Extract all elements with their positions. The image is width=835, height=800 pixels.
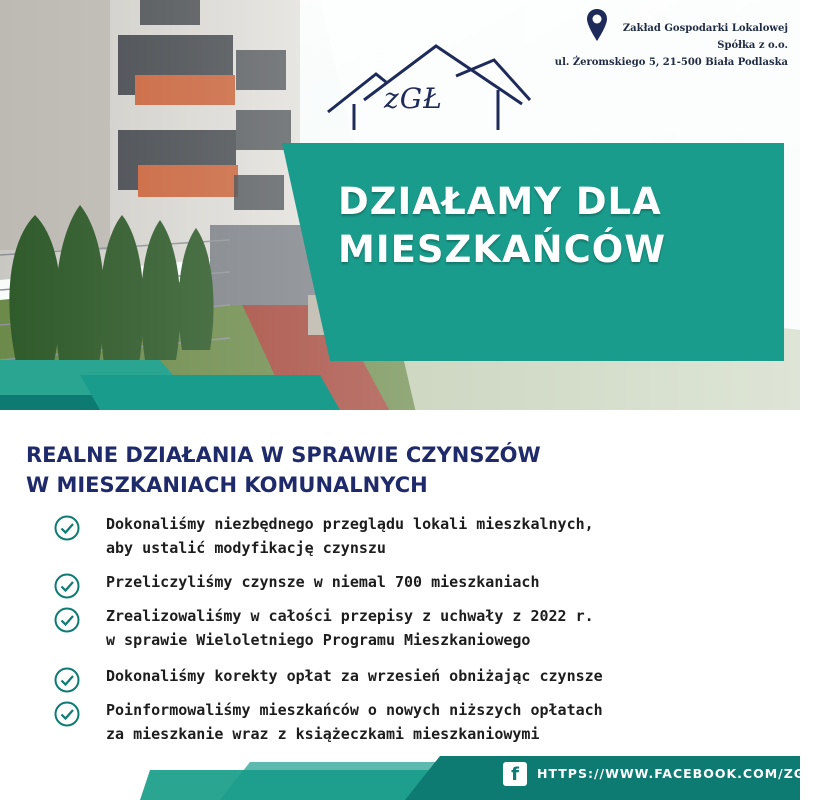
section-heading bbox=[26, 440, 786, 500]
list-item-text-line1: Poinformowaliśmy mieszkańców o nowych niższych opłatach bbox=[106, 701, 603, 719]
company-name-line2: Spółka z o.o. bbox=[717, 40, 788, 51]
list-item bbox=[54, 604, 794, 664]
list-item-text-line2: aby ustalić modyfikację czynszu bbox=[106, 539, 386, 557]
company-name-line1: Zakład Gospodarki Lokalowej bbox=[622, 23, 788, 34]
logo-text: zGŁ bbox=[384, 82, 443, 115]
list-item bbox=[54, 570, 794, 604]
facebook-icon[interactable]: f bbox=[503, 762, 527, 786]
list-item-text-line1: Dokonaliśmy korekty opłat za wrzesień obniżając czynsze bbox=[106, 667, 603, 685]
facebook-link[interactable]: HTTPS://WWW.FACEBOOK.COM/ZGLBP bbox=[537, 766, 835, 781]
list-item bbox=[54, 512, 794, 570]
banner-title bbox=[338, 178, 778, 274]
check-circle-icon bbox=[54, 667, 80, 693]
section-heading-line2: W MIESZKANIACH KOMUNALNYCH bbox=[26, 473, 428, 497]
check-circle-icon bbox=[54, 515, 80, 541]
banner-title-line2: MIESZKAŃCÓW bbox=[338, 228, 667, 271]
list-item bbox=[54, 664, 794, 698]
list-item-text-line1: Przeliczyliśmy czynsze w niemal 700 mieszkaniach bbox=[106, 573, 540, 591]
list-item-text-line1: Dokonaliśmy niezbędnego przeglądu lokali mieszkalnych, bbox=[106, 515, 594, 533]
section-heading-line1: REALNE DZIAŁANIA W SPRAWIE CZYNSZÓW bbox=[26, 443, 541, 467]
list-item-text-line1: Zrealizowaliśmy w całości przepisy z uchwały z 2022 r. bbox=[106, 607, 594, 625]
banner-title-line1: DZIAŁAMY DLA bbox=[338, 180, 662, 223]
check-circle-icon bbox=[54, 701, 80, 727]
list-item-text-line2: w sprawie Wieloletniego Programu Mieszkaniowego bbox=[106, 631, 531, 649]
check-circle-icon bbox=[54, 573, 80, 599]
actions-list bbox=[54, 512, 794, 754]
company-address bbox=[555, 20, 788, 71]
company-street: ul. Żeromskiego 5, 21-500 Biała Podlaska bbox=[554, 57, 788, 68]
list-item-text-line2: za mieszkanie wraz z książeczkami mieszkaniowymi bbox=[106, 725, 540, 743]
check-circle-icon bbox=[54, 607, 80, 633]
